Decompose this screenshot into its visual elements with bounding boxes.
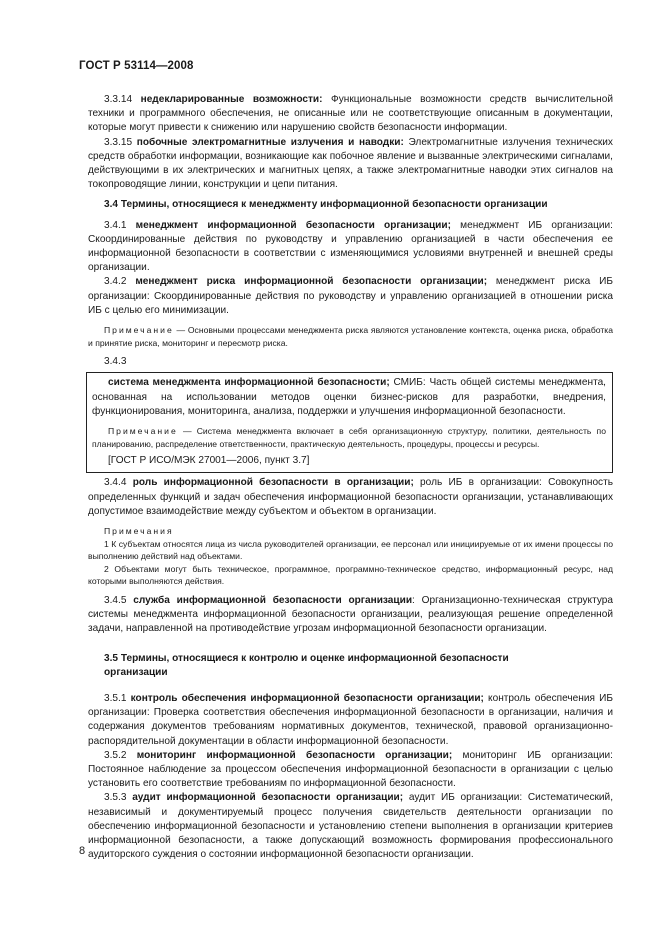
- term-title: побочные электромагнитные излучения и наводки:: [136, 136, 404, 148]
- term-definition: контроль обеспечения ИБ организации: Проверка соответствия обеспечения информационной безопасности в организации, наличия и содержания документов требованиям нормативных документов, технической, правовой организационно-распорядительной документации в области информационной безопасности.: [88, 693, 613, 747]
- term-3-5-1: [88, 692, 613, 749]
- term-definition: : Организационно-техническая структура системы менеджмента информационной безопасности организации, реализующая решение определенной задачи, направленной на противодействие угрозам информационной безопасности организации.: [88, 595, 613, 635]
- term-title: аудит информационной безопасности организации;: [132, 792, 404, 804]
- term-3-4-1: [88, 219, 613, 276]
- term-definition: роль ИБ в организации: Совокупность определенных функций и задач обеспечения информационной безопасности организации, устанавливающих допустимое взаимодействие между субъектом и объектом в организации.: [88, 477, 613, 517]
- source-reference: [ГОСТ Р ИСО/МЭК 27001—2006, пункт 3.7]: [108, 455, 310, 467]
- term-number: 3.5.2: [104, 749, 137, 761]
- term-number: 3.4.2: [104, 276, 136, 288]
- section-heading-3-5: 3.5 Термины, относящиеся к контролю и оценке информационной безопасности организации: [104, 652, 509, 678]
- note-label: Примечания: [104, 526, 174, 537]
- note-3-4-3: [92, 425, 606, 450]
- term-3-4-5: [88, 594, 613, 637]
- term-title: система менеджмента информационной безопасности;: [108, 377, 390, 389]
- term-definition: менеджмент ИБ организации: Скоординированные действия по руководству и управлению организацией в части обеспечения ее информационной безопасности в соответствии с изменяющимися условиями внутренней и внешней среды организации.: [88, 219, 613, 274]
- term-number: 3.5.3: [104, 792, 133, 804]
- term-3-4-3: [92, 376, 606, 419]
- term-3-3-15: [88, 136, 613, 193]
- term-number: 3.3.14: [104, 94, 141, 105]
- note-text: — Система менеджмента включает в себя организационную структуру, политики, деятельность по планированию, распределение ответственности, практическую деятельность, процедуры, процессы и ресурсы.: [92, 426, 606, 449]
- term-3-3-14: [88, 93, 613, 136]
- term-definition: мониторинг ИБ организации: Постоянное наблюдение за процессом обеспечения информационной безопасности в организации с целью установить его соответствие требованиям по информационной безопасности.: [88, 749, 613, 790]
- note-label: Примечание: [108, 426, 178, 437]
- notes-label: [88, 525, 613, 538]
- term-title: роль информационной безопасности в организации;: [132, 477, 414, 489]
- term-definition: аудит ИБ организации: Систематический, независимый и документируемый процесс получения свидетельств деятельности организации по обеспечению информационной безопасности и установлению степени выполнения в организации критериев информационной безопасности, а также допускающий возможность формирования профессионального аудиторского суждения о состоянии информационной безопасности организации.: [88, 792, 614, 861]
- term-definition: Функциональные возможности средств вычислительной техники и программного обеспечения, не описанные или не соответствующие описанным в документации, которые могут привести к снижению или нарушению свойств безопасности информации.: [88, 94, 614, 134]
- note-label: Примечание: [104, 325, 174, 336]
- term-3-4-2: [88, 275, 613, 318]
- section-heading-3-4: 3.4 Термины, относящиеся к менеджменту информационной безопасности организации: [104, 199, 548, 211]
- term-3-4-3-number: 3.4.3: [104, 356, 127, 368]
- term-3-5-3: [88, 791, 613, 862]
- term-title: менеджмент риска информационной безопасности организации;: [135, 276, 488, 288]
- term-3-4-3-box: [86, 372, 613, 473]
- note-3-4-2: [88, 324, 613, 349]
- note-item-2: 2 Объектами могут быть техническое, программное, программно-техническое средство, информационный ресурс, над которыми выполняются действия.: [88, 563, 613, 587]
- term-number: 3.3.15: [104, 136, 137, 148]
- note-item-1: 1 К субъектам относятся лица из числа руководителей организации, ее персонал или инициируемые от их имени процессы по выполнению действий над объектами.: [88, 538, 613, 562]
- note-text: — Основными процессами менеджмента риска являются установление контекста, оценка риска, обработка и принятие риска, мониторинг и пересмотр риска.: [88, 325, 613, 348]
- term-title: мониторинг информационной безопасности организации;: [136, 749, 453, 761]
- term-3-5-2: [88, 749, 613, 792]
- term-title: служба информационной безопасности организации: [133, 595, 413, 607]
- term-number: 3.5.1: [104, 693, 131, 705]
- term-number: 3.4.1: [104, 219, 136, 231]
- term-definition: менеджмент риска ИБ организации: Скоординированные действия по руководству и управлению организацией в отношении риска ИБ с целью его минимизации.: [88, 276, 613, 316]
- term-number: 3.4.4: [104, 477, 133, 489]
- term-title: менеджмент информационной безопасности организации;: [135, 219, 451, 231]
- term-number: 3.4.5: [104, 595, 134, 607]
- term-definition: Электромагнитные излучения технических средств обработки информации, возникающие как побочное явление и вызванные электрическими сигналами, действующими в их электрических и магнитных цепях, а также электромагнитные наводки этих сигналов на токопроводящие линии, конструкции и цепи питания.: [88, 136, 613, 191]
- term-3-4-4: [88, 476, 613, 519]
- term-title: контроль обеспечения информационной безопасности организации;: [130, 693, 484, 705]
- document-body: [88, 93, 613, 862]
- document-header: ГОСТ Р 53114—2008: [79, 60, 194, 72]
- term-definition: СМИБ: Часть общей системы менеджмента, основанная на использовании методов оценки бизнес-рисков для разработки, внедрения, функционирования, мониторинга, анализа, поддержки и улучшения информационной безопасности.: [92, 377, 606, 417]
- term-title: недекларированные возможности:: [140, 94, 323, 105]
- page-number: 8: [79, 845, 86, 857]
